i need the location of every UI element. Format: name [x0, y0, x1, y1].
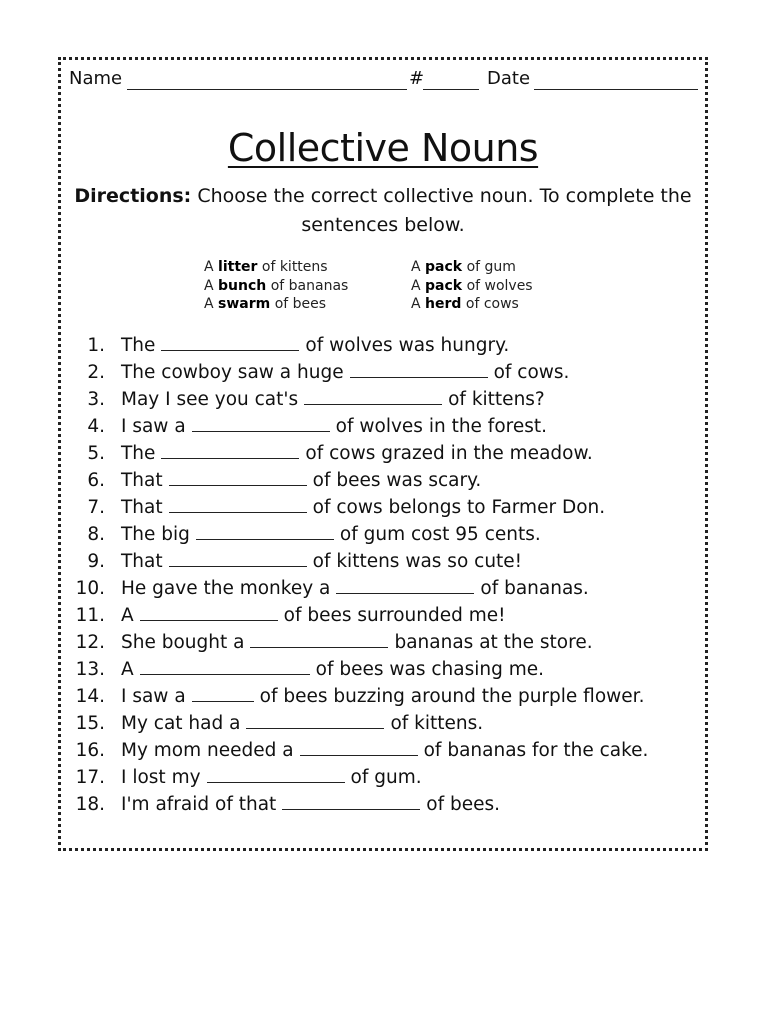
word-bank-item: A pack of gum	[411, 259, 516, 275]
word-bank-right	[411, 258, 533, 314]
answer-blank[interactable]	[350, 363, 488, 378]
header-row	[69, 68, 699, 94]
answer-blank[interactable]	[300, 741, 418, 756]
page-title: Collective Nouns	[227, 126, 539, 170]
answer-blank[interactable]	[169, 552, 307, 567]
answer-blank[interactable]	[250, 633, 388, 648]
word-bank-left	[204, 258, 348, 314]
answer-blank[interactable]	[282, 795, 420, 810]
date-label: Date	[487, 68, 531, 89]
answer-blank[interactable]	[140, 660, 310, 675]
worksheet-border: Name # Date Collective Nouns Directions: Choose the correct collective noun. To complete the sentences below. A litter of kittens A bunch of bananas A swarm of bees A pack of gum A pack of wolves A herd of cows 1. The of wolves was hungry. 2. The cowboy saw a huge of cows. 3. May I see you cat's of kittens? 4. I saw a of wolves in the forest. 5. The of cows grazed in the meadow. 6. That of bees was scary. 7. That of cows belongs to Farmer Don. 8. The big of gum cost 95 cents. 9. That of kittens was so cute! 10. He gave the monkey a of bananas. 11. A of bees surrounded me! 12. She bought a bananas at the store. 13. A of bees was chasing me. 14. I saw a of bees buzzing around the purple flower. 15. My cat had a of kittens. 16. My mom needed a of bananas for the cake. 17. I lost my of gum. 18. I'm afraid of that of bees.	[58, 57, 708, 851]
answer-blank[interactable]	[196, 525, 334, 540]
answer-blank[interactable]	[161, 336, 299, 351]
date-field-line[interactable]	[534, 89, 698, 90]
answer-blank[interactable]	[192, 687, 254, 702]
directions	[73, 182, 693, 240]
word-bank-item: A bunch of bananas	[204, 277, 349, 294]
answer-blank[interactable]	[304, 390, 442, 405]
word-bank-item: A litter of kittens	[204, 259, 328, 275]
answer-blank[interactable]	[140, 606, 278, 621]
number-field-line[interactable]	[423, 89, 479, 90]
name-field-line[interactable]	[127, 89, 407, 90]
answer-blank[interactable]	[192, 417, 330, 432]
answer-blank[interactable]	[169, 498, 307, 513]
number-label: #	[409, 68, 425, 89]
word-bank-item: A herd of cows	[411, 296, 519, 312]
word-bank-item: A pack of wolves	[411, 277, 533, 294]
directions-label: Directions:	[74, 185, 192, 207]
answer-blank[interactable]	[169, 471, 307, 486]
word-bank-item: A swarm of bees	[204, 296, 327, 312]
name-label: Name	[69, 68, 123, 89]
answer-blank[interactable]	[161, 444, 299, 459]
directions-text: Choose the correct collective noun. To complete the sentences below.	[197, 185, 692, 236]
answer-blank[interactable]	[246, 714, 384, 729]
answer-blank[interactable]	[336, 579, 474, 594]
answer-blank[interactable]	[207, 768, 345, 783]
